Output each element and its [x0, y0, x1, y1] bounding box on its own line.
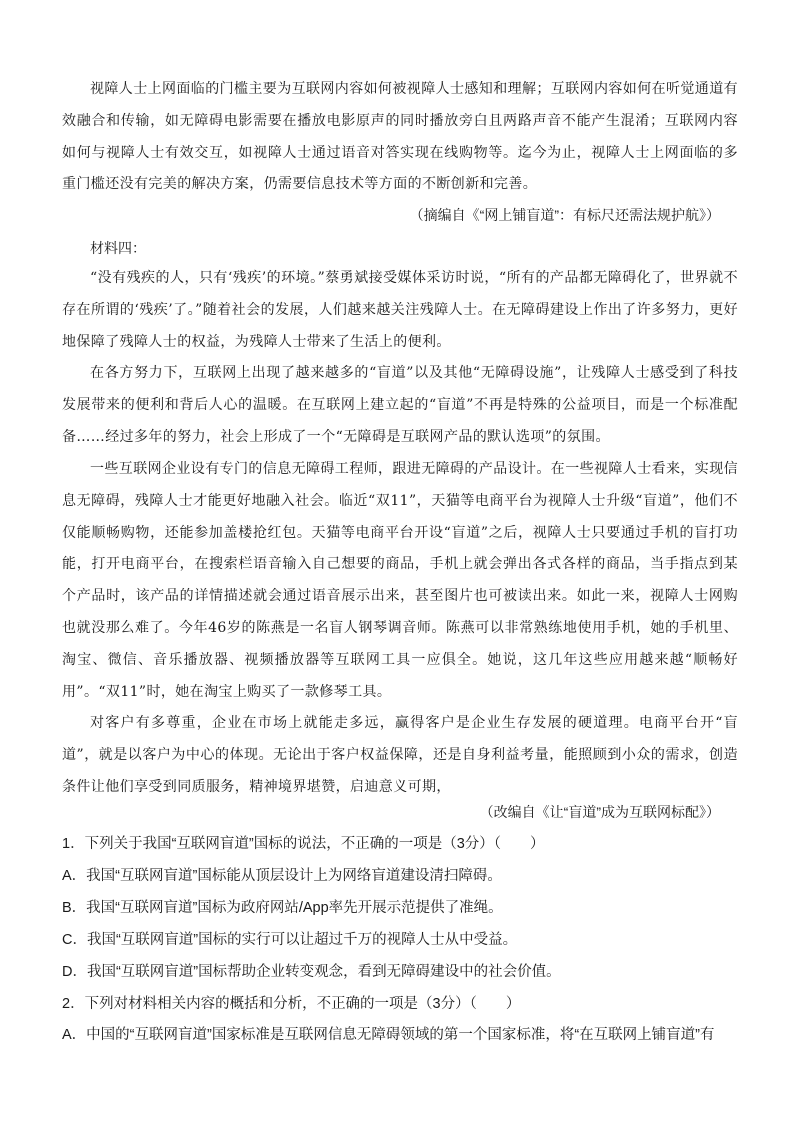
source-citation-1: （摘编自《“网上铺盲道”：有标尺还需法规护航》）: [409, 207, 720, 223]
question-1-option-c: C．我国“互联网盲道”国标的实行可以让超过千万的视障人士从中受益。: [62, 932, 518, 948]
material-four-label: 材料四：: [90, 240, 146, 256]
question-1-option-b: B．我国“互联网盲道”国标为政府网站/App率先开展示范提供了准绳。: [62, 900, 503, 916]
question-1-option-a: A．我国“互联网盲道”国标能从顶层设计上为网络盲道建设清扫障碍。: [62, 868, 502, 884]
paragraph-enterprise-engineers: 一些互联网企业设有专门的信息无障碍工程师，跟进无障碍的产品设计。在一些视障人士看来，实现信息无障碍，残障人士才能更好地融入社会。临近“双11”，天猫等电商平台为视障人士升级“盲道”，他们不仅能顺畅购物，还能参加盖楼抢红包。天猫等电商平台开设“盲道”之后，视障人士只要通过手机的盲打功能，打开电商平台，在搜索栏语音输入自己想要的商品，手机上就会弹出各式各样的商品，当手指点到某个产品时，该产品的详情描述就会通过语音展示出来，甚至图片也可被读出来。如此一来，视障人士网购也就没那么难了。今年46岁的陈燕是一名盲人钢琴调音师。陈燕可以非常熟练地使用手机，她的手机里、淘宝、微信、音乐播放器、视频播放器等互联网工具一应俱全。她说，这几年这些应用越来越“顺畅好用”。“双11”时，她在淘宝上购买了一款修琴工具。: [62, 461, 738, 700]
question-1-option-d: D．我国“互联网盲道”国标帮助企业转变观念，看到无障碍建设中的社会价值。: [62, 964, 561, 980]
paragraph-respect-customers: 对客户有多尊重，企业在市场上就能走多远，赢得客户是企业生存发展的硬道理。电商平台开“盲道”，就是以客户为中心的体现。无论出于客户权益保障，还是自身利益考量，能照顾到小众的需求，创造条件让他们享受到同质服务，精神境界堪赞，启迪意义可期，: [62, 715, 738, 795]
question-2-option-a: A．中国的“互联网盲道”国家标准是互联网信息无障碍领域的第一个国家标准，将“在互联网上铺盲道”有: [62, 1027, 715, 1043]
paragraph-visual-barriers: 视障人士上网面临的门槛主要为互联网内容如何被视障人士感知和理解；互联网内容如何在听觉通道有效融合和传输，如无障碍电影需要在播放电影原声的同时播放旁白且两路声音不能产生混淆；互联网内容如何与视障人士有效交互，如视障人士通过语音对答实现在线购物等。迄今为止，视障人士上网面临的多重门槛还没有完美的解决方案，仍需要信息技术等方面的不断创新和完善。: [62, 81, 738, 193]
paragraph-no-disability: “没有残疾的人，只有‘残疾’的环境。”蔡勇斌接受媒体采访时说，“所有的产品都无障碍化了，世界就不存在所谓的‘残疾’了。”随着社会的发展，人们越来越关注残障人士。在无障碍建设上作出了许多努力，更好地保障了残障人士的权益，为残障人士带来了生活上的便利。: [62, 270, 738, 350]
question-2-stem: 2．下列对材料相关内容的概括和分析，不正确的一项是（3分）（ ）: [62, 996, 521, 1012]
question-1-stem: 1．下列关于我国“互联网盲道”国标的说法，不正确的一项是（3分）（ ）: [62, 836, 545, 852]
paragraph-internet-blind-path: 在各方努力下，互联网上出现了越来越多的“盲道”以及其他“无障碍设施”，让残障人士感受到了科技发展带来的便利和背后人心的温暖。在互联网上建立起的“盲道”不再是特殊的公益项目，而是一个标准配备……经过多年的努力，社会上形成了一个“无障碍是互联网产品的默认选项”的氛围。: [62, 365, 738, 445]
source-citation-2: （改编自《让“盲道”成为互联网标配》）: [479, 804, 720, 820]
